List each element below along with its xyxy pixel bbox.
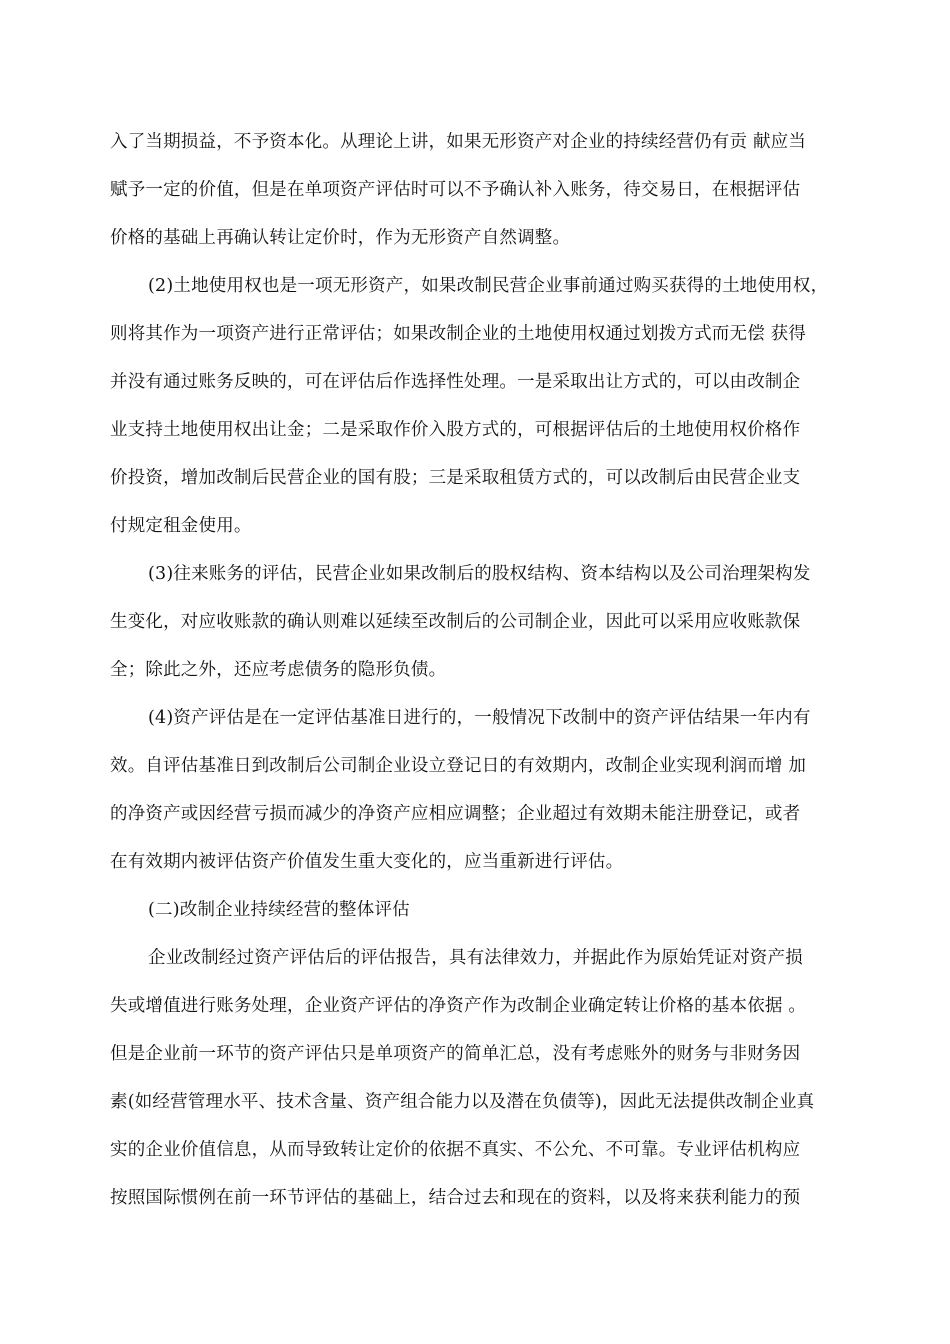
text-line: 则将其作为一项资产进行正常评估；如果改制企业的土地使用权通过划拨方式而无偿 获得: [110, 324, 807, 344]
text-line: 价投资，增加改制后民营企业的国有股；三是采取租赁方式的，可以改制后由民营企业支: [110, 468, 801, 488]
text-line: 并没有通过账务反映的，可在评估后作选择性处理。一是采取出让方式的，可以由改制企: [110, 372, 801, 392]
text-line: 生变化，对应收账款的确认则难以延续至改制后的公司制企业，因此可以采用应收账款保: [110, 612, 801, 632]
text-line: 付规定租金使用。: [110, 516, 252, 536]
text-line: 但是企业前一环节的资产评估只是单项资产的简单汇总，没有考虑账外的财务与非财务因: [110, 1044, 801, 1064]
text-line: 实的企业价值信息，从而导致转让定价的依据不真实、不公允、不可靠。专业评估机构应: [110, 1140, 801, 1160]
text-line: 赋予一定的价值，但是在单项资产评估时可以不予确认补入账务，待交易日，在根据评估: [110, 180, 801, 200]
text-line: 入了当期损益，不予资本化。从理论上讲，如果无形资产对企业的持续经营仍有贡 献应当: [110, 132, 807, 152]
text-line: 素(如经营管理水平、技术含量、资产组合能力以及潜在负债等)，因此无法提供改制企业真: [110, 1092, 815, 1112]
text-line: 业支持土地使用权出让金；二是采取作价入股方式的，可根据评估后的土地使用权价格作: [110, 420, 801, 440]
paragraph-start-line: (4)资产评估是在一定评估基准日进行的，一般情况下改制中的资产评估结果一年内有: [148, 708, 811, 728]
text-line: 全；除此之外，还应考虑债务的隐形负债。: [110, 660, 447, 680]
paragraph-start-line: 企业改制经过资产评估后的评估报告，具有法律效力，并据此作为原始凭证对资产损: [148, 948, 803, 968]
text-line: 价格的基础上再确认转让定价时，作为无形资产自然调整。: [110, 228, 571, 248]
paragraph-start-line: (2)土地使用权也是一项无形资产，如果改制民营企业事前通过购买获得的土地使用权，: [148, 276, 829, 296]
paragraph-start-line: (3)往来账务的评估，民营企业如果改制后的股权结构、资本结构以及公司治理架构发: [148, 564, 811, 584]
text-line: 效。自评估基准日到改制后公司制企业设立登记日的有效期内，改制企业实现利润而增 加: [110, 756, 807, 776]
text-line: 按照国际惯例在前一环节评估的基础上，结合过去和现在的资料，以及将来获利能力的预: [110, 1188, 801, 1208]
text-line: 的净资产或因经营亏损而减少的净资产应相应调整；企业超过有效期未能注册登记，或者: [110, 804, 801, 824]
text-line: 在有效期内被评估资产价值发生重大变化的，应当重新进行评估。: [110, 852, 624, 872]
section-heading: (二)改制企业持续经营的整体评估: [148, 900, 410, 920]
body-text: [110, 118, 860, 1222]
text-line: 失或增值进行账务处理，企业资产评估的净资产作为改制企业确定转让价格的基本依据 。: [110, 996, 807, 1016]
